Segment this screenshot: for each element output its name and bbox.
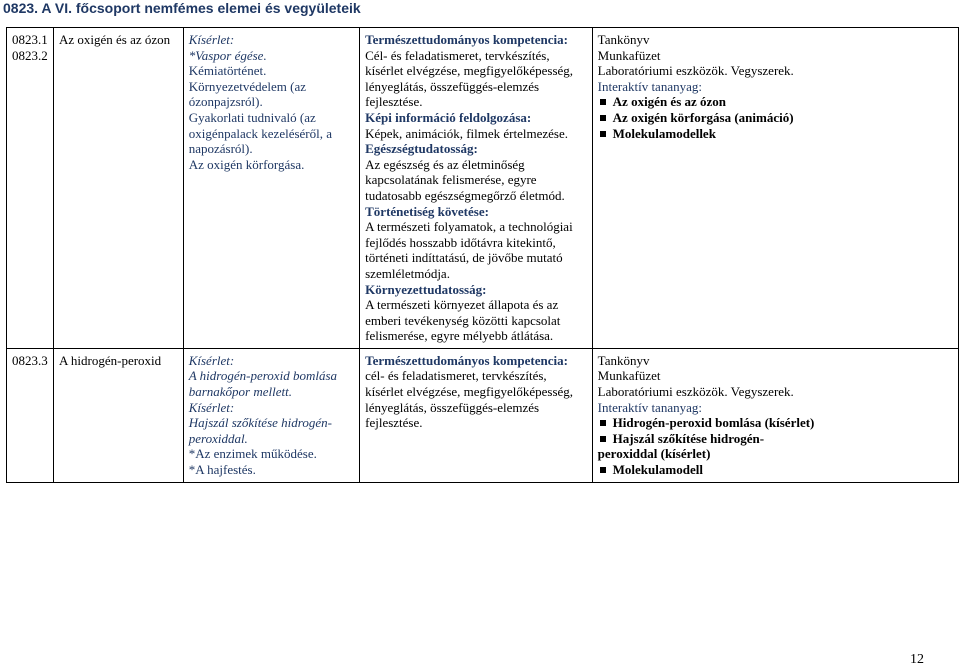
resource-line: Laboratóriumi eszközök. Vegyszerek. — [597, 63, 794, 79]
competence-line: fejlesztése. — [365, 94, 423, 110]
table-row — [7, 28, 959, 349]
resource-bullet: Hidrogén-peroxid bomlása (kísérlet) — [598, 415, 953, 431]
resource-line: Interaktív tananyag: — [597, 399, 702, 415]
activity-line: Kísérlet: — [188, 32, 235, 47]
resource-line: Tankönyv — [597, 352, 650, 368]
competence-heading: Környezettudatosság: — [365, 281, 487, 297]
competence-line: szemléletmódja. — [365, 265, 450, 281]
topic-cell: A hidrogén-peroxid — [53, 348, 183, 482]
resource-bullet: Az oxigén és az ózon — [598, 94, 953, 110]
activity-line: oxigénpalack kezeléséről, a — [188, 125, 333, 141]
competence-heading: Egészségtudatosság: — [365, 141, 478, 157]
competence-line: lényeglátás, összefüggés-elemzés — [365, 78, 540, 94]
competence-line: lényeglátás, összefüggés-elemzés — [365, 399, 540, 415]
competences-cell — [360, 28, 593, 349]
section-heading: 0823. A VI. főcsoport nemfémes elemei és vegyületeik — [3, 0, 361, 16]
activity-line: barnakőpor mellett. — [188, 384, 292, 400]
square-bullet-icon — [600, 131, 606, 137]
activity-line: Az oxigén körforgása. — [188, 156, 305, 172]
activity-line: Környezetvédelem (az — [188, 78, 307, 94]
competence-line: A természeti környezet állapota és az — [365, 297, 559, 313]
competence-line: A természeti folyamatok, a technológiai — [365, 219, 573, 235]
competence-line: fejlődés hosszabb időtávra kitekintő, — [365, 234, 556, 250]
resource-line: Munkafüzet — [597, 47, 661, 63]
competence-line: Képek, animációk, filmek értelmezése. — [365, 125, 568, 141]
square-bullet-icon — [600, 99, 606, 105]
activity-line: *Vaspor égése. — [188, 47, 267, 63]
curriculum-table — [6, 27, 959, 483]
competence-line: fejlesztése. — [365, 415, 423, 431]
resources-cell — [592, 28, 958, 349]
competence-heading: Képi információ feldolgozása: — [365, 109, 532, 125]
resource-bullet: Molekulamodellek — [598, 126, 953, 142]
activity-line: Kémiatörténet. — [188, 63, 267, 79]
resource-line: Munkafüzet — [597, 368, 661, 384]
competence-line: felismerése, egyre mélyebb átlátása. — [365, 328, 554, 344]
square-bullet-icon — [600, 436, 606, 442]
competence-line: cél- és feladatismeret, tervkészítés, — [365, 368, 547, 384]
competence-line: Az egészség és az életminőség — [365, 156, 525, 172]
competence-line: kísérlet elvégzése, megfigyelőképesség, — [365, 63, 574, 79]
code-cell — [7, 28, 54, 349]
competence-heading: Természettudományos kompetencia: — [365, 32, 568, 47]
activity-line: Kísérlet: — [188, 399, 235, 415]
competence-line: kísérlet elvégzése, megfigyelőképesség, — [365, 384, 574, 400]
resources-cell — [592, 348, 958, 482]
activity-line: *Az enzimek működése. — [188, 446, 317, 462]
square-bullet-icon — [600, 115, 606, 121]
code-cell — [7, 348, 54, 482]
activity-line: peroxiddal. — [188, 430, 248, 446]
activity-line: ózonpajzsról). — [188, 94, 263, 110]
competence-line: történeti indíttatású, de jövőbe mutató — [365, 250, 563, 266]
resource-bullet: peroxiddal (kísérlet) — [597, 446, 711, 462]
activity-line: Kísérlet: — [188, 352, 235, 368]
resource-line: Interaktív tananyag: — [597, 78, 702, 94]
topic-cell: Az oxigén és az ózon — [53, 28, 183, 349]
resource-line: Tankönyv — [597, 32, 650, 47]
competence-line: kapcsolatának felismerése, egyre — [365, 172, 537, 188]
activities-cell — [183, 348, 359, 482]
activity-line: napozásról). — [188, 141, 253, 157]
activity-line: A hidrogén-peroxid bomlása — [188, 368, 337, 384]
square-bullet-icon — [600, 467, 606, 473]
resource-bullet: Az oxigén körforgása (animáció) — [598, 110, 953, 126]
square-bullet-icon — [600, 420, 606, 426]
table-row — [7, 348, 959, 482]
activity-line: Gyakorlati tudnivaló (az — [188, 109, 316, 125]
competence-heading: Történetiség követése: — [365, 203, 489, 219]
competence-line: tudatosabb egészségmegőrző életmód. — [365, 187, 565, 203]
competences-cell — [360, 348, 593, 482]
competence-heading: Természettudományos kompetencia: — [365, 352, 568, 368]
competence-line: emberi tevékenység közötti kapcsolat — [365, 312, 561, 328]
resource-line: Laboratóriumi eszközök. Vegyszerek. — [597, 384, 794, 400]
lesson-code: 0823.3 — [12, 352, 48, 368]
activity-line: *A hajfestés. — [188, 462, 256, 478]
page-number: 12 — [910, 652, 924, 667]
activity-line: Hajszál szőkítése hidrogén- — [188, 415, 332, 431]
lesson-code: 0823.2 — [12, 47, 48, 63]
competence-line: Cél- és feladatismeret, tervkészítés, — [365, 47, 550, 63]
activities-cell — [183, 28, 359, 349]
resource-bullet: Hajszál szőkítése hidrogén- — [598, 431, 953, 447]
lesson-code: 0823.1 — [12, 32, 48, 47]
resource-bullet: Molekulamodell — [598, 462, 953, 478]
